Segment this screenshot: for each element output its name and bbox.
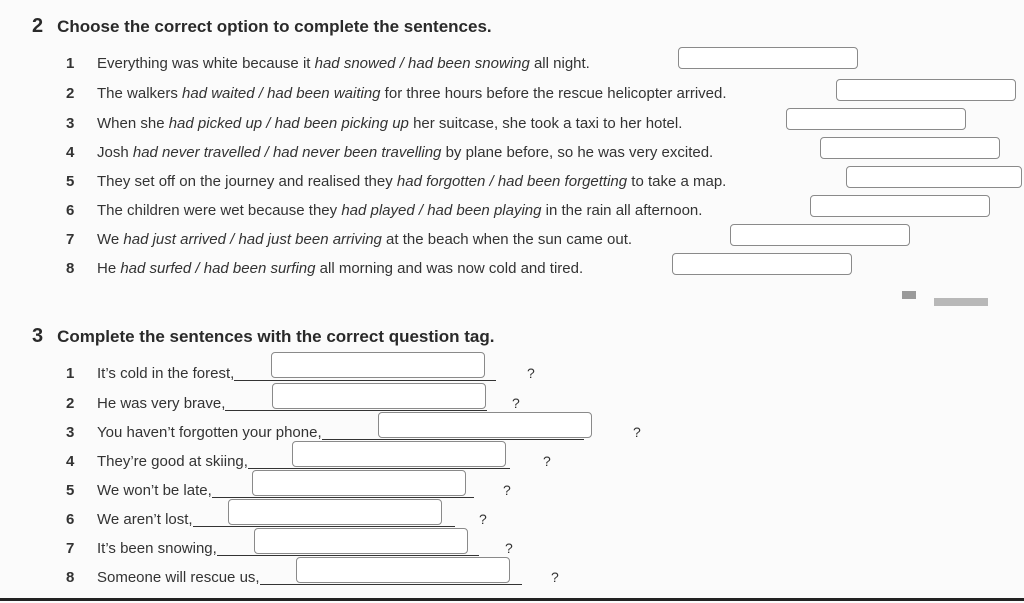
answer-box-2-4[interactable] — [820, 137, 1000, 159]
item-number: 2 — [66, 394, 75, 412]
answer-box-3-4[interactable] — [292, 441, 506, 467]
option-choice: had never travelled / had never been travelling — [132, 143, 442, 161]
item-number: 1 — [66, 364, 75, 382]
option-choice: had waited / had been waiting — [182, 84, 381, 102]
item-number: 7 — [66, 539, 75, 557]
item-number: 4 — [66, 143, 75, 161]
blurred-artifact — [902, 291, 916, 299]
ex2-item — [66, 199, 702, 221]
sentence-end: by plane before, so he was very excited. — [441, 143, 714, 161]
sentence-start: We — [97, 230, 124, 248]
answer-box-2-7[interactable] — [730, 224, 910, 246]
sentence-end: all morning and was now cold and tired. — [315, 259, 584, 277]
answer-box-3-3[interactable] — [378, 412, 592, 438]
sentence-start: The walkers — [97, 84, 183, 102]
exercise-3-heading — [32, 325, 495, 348]
sentence-end: at the beach when the sun came out. — [381, 230, 633, 248]
answer-box-3-2[interactable] — [272, 383, 486, 409]
answer-box-3-1[interactable] — [271, 352, 485, 378]
option-choice: had picked up / had been picking up — [168, 114, 409, 132]
exercise-2-heading — [32, 15, 492, 38]
question-mark: ? — [479, 511, 487, 527]
item-number: 4 — [66, 452, 75, 470]
question-mark: ? — [512, 395, 520, 411]
sentence-text: It’s been snowing, — [97, 539, 217, 557]
question-mark: ? — [551, 569, 559, 585]
sentence-text: It’s cold in the forest, — [97, 364, 235, 382]
item-number: 5 — [66, 481, 75, 499]
exercise-2-title: Choose the correct option to complete the sentences. — [57, 17, 492, 36]
sentence-text: Someone will rescue us, — [97, 568, 260, 586]
sentence-start: Everything was white because it — [97, 54, 315, 72]
sentence-text: They’re good at skiing, — [97, 452, 248, 470]
question-mark: ? — [503, 482, 511, 498]
question-mark: ? — [543, 453, 551, 469]
answer-box-2-8[interactable] — [672, 253, 852, 275]
answer-box-2-3[interactable] — [786, 108, 966, 130]
answer-box-2-5[interactable] — [846, 166, 1022, 188]
item-number: 5 — [66, 172, 75, 190]
item-number: 7 — [66, 230, 75, 248]
sentence-end: for three hours before the rescue helicopter arrived. — [380, 84, 727, 102]
ex2-item — [66, 141, 713, 163]
page-bottom-edge — [0, 598, 1024, 601]
item-number: 8 — [66, 568, 75, 586]
option-choice: had snowed / had been snowing — [314, 54, 530, 72]
question-mark: ? — [505, 540, 513, 556]
sentence-text: He was very brave, — [97, 394, 226, 412]
sentence-start: They set off on the journey and realised they — [97, 172, 397, 190]
sentence-end: in the rain all afternoon. — [541, 201, 703, 219]
sentence-start: When she — [97, 114, 169, 132]
sentence-end: her suitcase, she took a taxi to her hotel. — [408, 114, 683, 132]
answer-box-3-8[interactable] — [296, 557, 510, 583]
item-number: 1 — [66, 54, 75, 72]
sentence-text: We aren’t lost, — [97, 510, 193, 528]
sentence-text: We won’t be late, — [97, 481, 212, 499]
option-choice: had forgotten / had been forgetting — [396, 172, 628, 190]
option-choice: had just arrived / had just been arriving — [123, 230, 382, 248]
ex2-item — [66, 52, 590, 74]
item-number: 2 — [66, 84, 75, 102]
ex2-item — [66, 257, 583, 279]
ex2-item — [66, 228, 632, 250]
sentence-text: You haven’t forgotten your phone, — [97, 423, 322, 441]
ex2-item — [66, 112, 682, 134]
answer-box-3-5[interactable] — [252, 470, 466, 496]
ex2-item — [66, 170, 726, 192]
exercise-3-title: Complete the sentences with the correct question tag. — [57, 327, 495, 346]
item-number: 3 — [66, 423, 75, 441]
option-choice: had surfed / had been surfing — [120, 259, 316, 277]
answer-box-2-2[interactable] — [836, 79, 1016, 101]
answer-box-3-6[interactable] — [228, 499, 442, 525]
item-number: 8 — [66, 259, 75, 277]
blurred-artifact — [934, 298, 988, 306]
question-mark: ? — [633, 424, 641, 440]
ex2-item — [66, 82, 727, 104]
answer-box-3-7[interactable] — [254, 528, 468, 554]
item-number: 3 — [66, 114, 75, 132]
sentence-start: The children were wet because they — [97, 201, 342, 219]
exercise-2-number: 2 — [32, 15, 44, 37]
item-number: 6 — [66, 201, 75, 219]
option-choice: had played / had been playing — [341, 201, 542, 219]
sentence-start: Josh — [97, 143, 133, 161]
sentence-end: all night. — [529, 54, 590, 72]
sentence-end: to take a map. — [627, 172, 727, 190]
item-number: 6 — [66, 510, 75, 528]
answer-box-2-1[interactable] — [678, 47, 858, 69]
answer-box-2-6[interactable] — [810, 195, 990, 217]
question-mark: ? — [527, 365, 535, 381]
sentence-start: He — [97, 259, 121, 277]
exercise-3-number: 3 — [32, 325, 44, 347]
